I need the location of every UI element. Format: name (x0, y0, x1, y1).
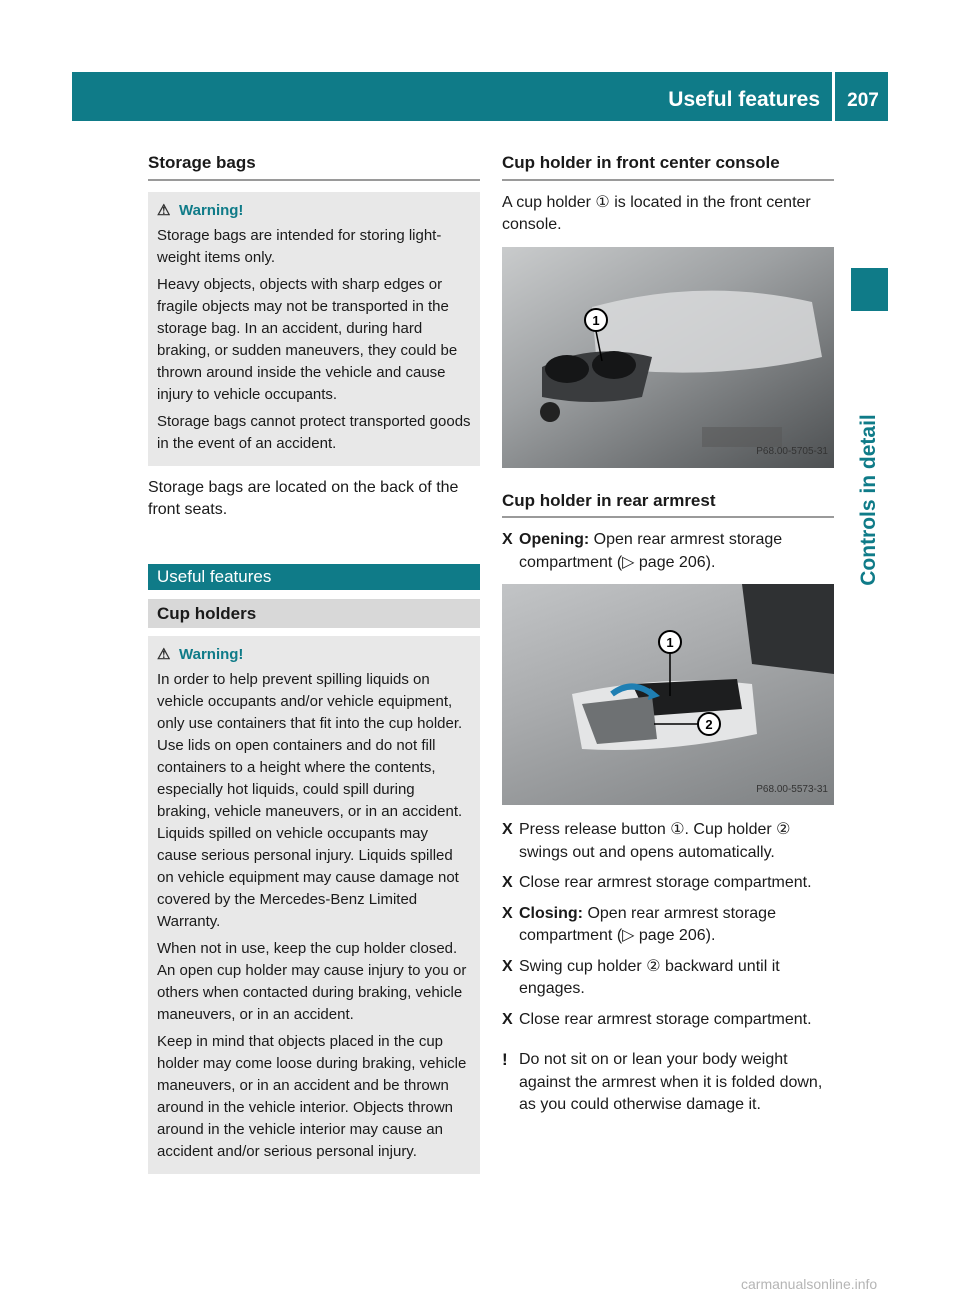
rear-armrest-illustration (502, 584, 834, 805)
list-item (502, 872, 834, 895)
warning-triangle-icon: ⚠ (157, 201, 171, 219)
side-tab-marker (851, 268, 888, 311)
warning-triangle-icon: ⚠ (157, 645, 171, 663)
warning-title (157, 200, 472, 222)
figure-code: P68.00-5705-31 (756, 446, 828, 457)
step-text: Close rear armrest storage compartment. (519, 1010, 812, 1028)
step-text: Open rear armrest storage compartment (▷ page 206). (519, 904, 776, 944)
front-console-body: A cup holder ① is located in the front center console. (502, 193, 811, 233)
warning-paragraph: Storage bags cannot protect transported goods in the event of an accident. (157, 412, 471, 452)
cup-holders-banner: Cup holders (148, 599, 480, 628)
step-bold-label: Opening: (519, 531, 590, 548)
step-text: Open rear armrest storage compartment (▷ page 206). (519, 531, 783, 571)
header-divider (832, 72, 835, 121)
right-column (502, 152, 834, 1117)
step-marker: X (502, 904, 513, 922)
step-marker: X (502, 957, 513, 975)
callout-1: 1 (592, 312, 600, 328)
page-section-title: Useful features (668, 88, 820, 111)
list-item (502, 529, 834, 574)
list-item (502, 819, 834, 864)
caution-icon: ! (502, 1050, 508, 1069)
storage-bags-heading: Storage bags (148, 152, 480, 181)
page-number: 207 (847, 90, 879, 111)
list-item (502, 956, 834, 1001)
caution-text: Do not sit on or lean your body weight against the armrest when it is folded down, as you could otherwise damage it. (519, 1051, 823, 1113)
warning-paragraph: In order to help prevent spilling liquids on vehicle occupants and/or vehicle equipment, only use containers that fit into the cup holder. Use lids on open containers and do not fill containers to a height where the contents, especially hot liquids, could spill during braking, vehicle maneuvers, or in an accident. Liquids spilled on vehicle occupants may cause serious personal injury. Liquids spilled on vehicle equipment may cause damage not covered by the Mercedes-Benz Limited Warranty. (157, 670, 463, 930)
front-console-heading: Cup holder in front center console (502, 152, 834, 181)
side-tab-label: Controls in detail (857, 414, 880, 586)
step-text: Press release button ①. Cup holder ② swings out and opens automatically. (519, 821, 791, 861)
cup-holders-warning (148, 636, 480, 1174)
front-console-photo (502, 247, 834, 468)
left-column (148, 152, 480, 1174)
step-marker: X (502, 821, 513, 838)
step-text: Close rear armrest storage compartment. (519, 874, 812, 891)
warning-paragraph: Keep in mind that objects placed in the cup holder may come loose during braking, vehicle maneuvers, or in an accident and be thrown around in the vehicle interior. Objects thrown around in the vehicle interior may cause an accident and/or serious personal injury. (157, 1032, 467, 1160)
step-marker: X (502, 1010, 513, 1028)
caution-note (502, 1049, 834, 1117)
warning-paragraph: Storage bags are intended for storing light-weight items only. (157, 226, 442, 266)
step-text: Swing cup holder ② backward until it engages. (519, 957, 780, 997)
step-marker: X (502, 874, 513, 891)
list-item (502, 903, 834, 948)
warning-paragraph: Heavy objects, objects with sharp edges or fragile objects may not be transported in the storage bag. In an accident, during hard braking, or sudden maneuvers, they could be thrown around inside the vehicle and cause injury to vehicle occupants. (157, 275, 458, 403)
figure-code: P68.00-5573-31 (756, 783, 828, 795)
callout-1: 1 (666, 635, 674, 650)
warning-title-text: Warning! (179, 201, 244, 219)
storage-bags-body: Storage bags are located on the back of the front seats. (148, 478, 459, 518)
step-bold-label: Closing: (519, 904, 583, 922)
step-marker: X (502, 531, 513, 548)
list-item (502, 1009, 834, 1032)
footer-watermark: carmanualsonline.info (741, 1276, 878, 1292)
warning-title-text: Warning! (179, 645, 244, 663)
warning-title (157, 644, 472, 666)
front-console-illustration (502, 247, 834, 468)
storage-bags-warning (148, 192, 480, 466)
callout-2: 2 (705, 717, 713, 732)
warning-paragraph: When not in use, keep the cup holder closed. An open cup holder may cause injury to you or others when contacted during braking, vehicle maneuvers, or in an accident. (157, 939, 467, 1023)
useful-features-banner: Useful features (148, 564, 480, 590)
rear-armrest-photo (502, 584, 834, 805)
rear-armrest-heading: Cup holder in rear armrest (502, 490, 834, 519)
